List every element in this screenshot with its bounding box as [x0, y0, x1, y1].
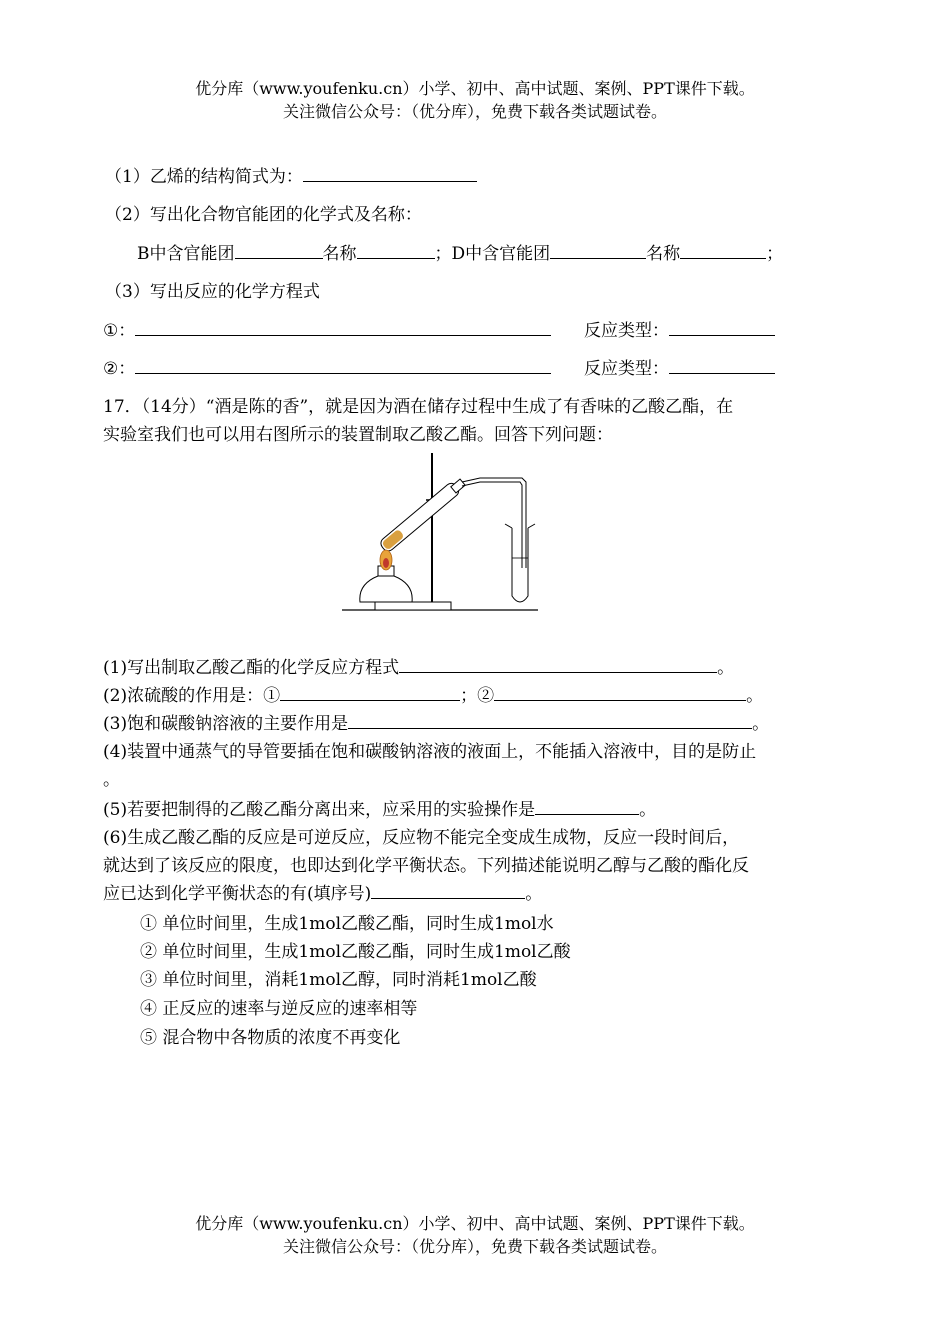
- q16-part1-text: （1）乙烯的结构简式为：: [105, 167, 303, 187]
- period: 。: [639, 800, 657, 820]
- q17-sub6-text: 应已达到化学平衡状态的有(填序号): [103, 884, 372, 904]
- answer-blank[interactable]: [680, 241, 766, 259]
- period: 。: [717, 658, 735, 678]
- footer-line-1: 优分库（www.youfenku.cn）小学、初中、高中试题、案例、PPT课件下载。: [195, 1214, 755, 1233]
- period: 。: [752, 714, 770, 734]
- period: 。: [525, 884, 543, 904]
- answer-blank[interactable]: [303, 164, 477, 182]
- answer-blank[interactable]: [371, 881, 525, 899]
- name-label: 名称: [646, 244, 681, 264]
- reaction-2-label: ②：: [103, 359, 136, 379]
- q16-part2-fill: [137, 239, 783, 264]
- ester-apparatus-figure: [340, 448, 540, 616]
- q17-sub4-end: 。: [103, 770, 120, 790]
- q17-sub6-line3: [103, 879, 542, 904]
- option-2: ② 单位时间里，生成1mol乙酸乙酯，同时生成1mol乙酸: [140, 942, 571, 962]
- q17-sub5-text: (5)若要把制得的乙酸乙酯分离出来，应采用的实验操作是: [103, 800, 536, 820]
- q17-sub6-line2: 就达到了该反应的限度，也即达到化学平衡状态。下列描述能说明乙醇与乙酸的酯化反: [103, 856, 749, 876]
- q17-sub2: [103, 681, 763, 706]
- answer-blank[interactable]: [669, 318, 775, 336]
- q17-sub2-sep: ；②: [460, 686, 495, 706]
- header-line-1: 优分库（www.youfenku.cn）小学、初中、高中试题、案例、PPT课件下载。: [195, 79, 755, 98]
- semicolon: ；: [766, 244, 784, 264]
- q17-sub3-text: (3)饱和碳酸钠溶液的主要作用是: [103, 714, 349, 734]
- answer-blank[interactable]: [399, 655, 717, 673]
- q17-sub2-text: (2)浓硫酸的作用是：①: [103, 686, 281, 706]
- q16-reaction-2-type: [584, 354, 775, 379]
- answer-blank[interactable]: [135, 318, 551, 336]
- q17-sub1-text: (1)写出制取乙酸乙酯的化学反应方程式: [103, 658, 400, 678]
- q16-part2: （2）写出化合物官能团的化学式及名称：: [105, 205, 422, 225]
- answer-blank[interactable]: [348, 711, 752, 729]
- q16-part1: [105, 162, 477, 187]
- option-3: ③ 单位时间里，消耗1mol乙醇，同时消耗1mol乙酸: [140, 970, 537, 990]
- q16-reaction-2: [103, 354, 551, 379]
- reaction-type-label: 反应类型：: [584, 321, 669, 341]
- answer-blank[interactable]: [669, 356, 775, 374]
- q17-intro-2: 实验室我们也可以用右图所示的装置制取乙酸乙酯。回答下列问题：: [103, 425, 613, 445]
- q17-sub4: (4)装置中通蒸气的导管要插在饱和碳酸钠溶液的液面上，不能插入溶液中，目的是防止: [103, 742, 757, 762]
- option-5: ⑤ 混合物中各物质的浓度不再变化: [140, 1028, 401, 1048]
- reaction-1-label: ①：: [103, 321, 136, 341]
- option-1: ① 单位时间里，生成1mol乙酸乙酯，同时生成1mol水: [140, 914, 554, 934]
- q17-sub6-line1: (6)生成乙酸乙酯的反应是可逆反应，反应物不能完全变成生成物，反应一段时间后，: [103, 828, 740, 848]
- q16-b-label: B中含官能团: [137, 244, 235, 264]
- q16-d-label: ；D中含官能团: [434, 244, 551, 264]
- header-line-2: 关注微信公众号：（优分库），免费下载各类试题试卷。: [282, 102, 667, 121]
- name-label: 名称: [322, 244, 357, 264]
- q17-sub1: [103, 653, 734, 678]
- reaction-type-label: 反应类型：: [584, 359, 669, 379]
- answer-blank[interactable]: [235, 241, 323, 259]
- answer-blank[interactable]: [357, 241, 435, 259]
- period: 。: [746, 686, 764, 706]
- answer-blank[interactable]: [550, 241, 646, 259]
- q16-reaction-1-type: [584, 316, 775, 341]
- q16-reaction-1: [103, 316, 551, 341]
- footer-line-2: 关注微信公众号：（优分库），免费下载各类试题试卷。: [282, 1237, 667, 1256]
- q17-sub5: [103, 795, 656, 820]
- option-4: ④ 正反应的速率与逆反应的速率相等: [140, 999, 418, 1019]
- q17-sub3: [103, 709, 769, 734]
- q16-part3: （3）写出反应的化学方程式: [105, 282, 320, 302]
- answer-blank[interactable]: [535, 797, 639, 815]
- answer-blank[interactable]: [280, 683, 460, 701]
- answer-blank[interactable]: [135, 356, 551, 374]
- answer-blank[interactable]: [494, 683, 746, 701]
- q17-intro-1: 17．（14分）“酒是陈的香”，就是因为酒在储存过程中生成了有香味的乙酸乙酯，在: [103, 397, 734, 417]
